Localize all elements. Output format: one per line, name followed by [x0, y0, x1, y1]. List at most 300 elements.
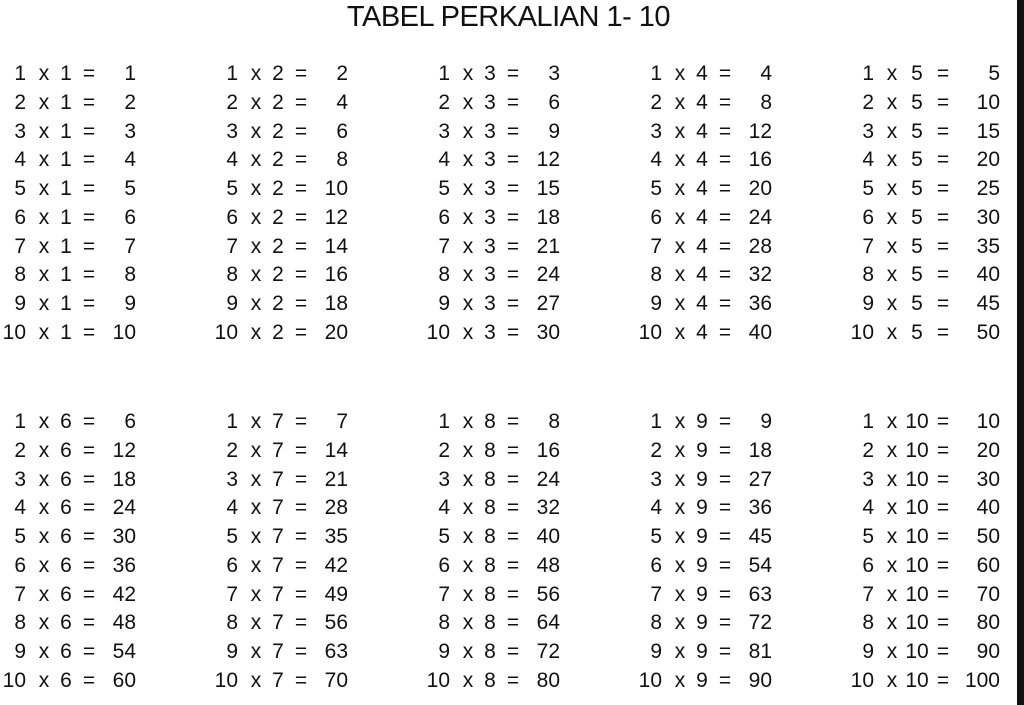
times-sign: x	[462, 553, 474, 577]
times-sign: x	[674, 320, 686, 344]
times-sign: x	[250, 410, 262, 433]
multiplicand: 4	[862, 148, 874, 172]
multiplier: 2	[272, 62, 284, 85]
multiplicand: 9	[862, 640, 874, 663]
multiplier: 5	[911, 292, 923, 315]
table-row	[848, 581, 1013, 610]
multiplier: 4	[696, 292, 708, 315]
multiplier: 8	[484, 467, 496, 491]
equals-sign: =	[82, 553, 96, 577]
multiplicand: 6	[14, 553, 26, 577]
multiplicand: 3	[226, 119, 238, 143]
times-sign: x	[462, 525, 474, 548]
multiplier: 10	[905, 668, 929, 692]
multiplier: 3	[484, 90, 496, 114]
multiplier: 1	[60, 292, 72, 315]
table-row	[0, 638, 200, 667]
product: 8	[548, 410, 560, 433]
table-column	[848, 60, 1013, 348]
multiplicand: 2	[438, 438, 450, 462]
multiplier: 9	[696, 467, 708, 491]
product: 5	[124, 177, 136, 200]
table-row	[0, 60, 200, 89]
times-sign: x	[250, 582, 262, 606]
equals-sign: =	[506, 90, 520, 114]
times-sign: x	[250, 320, 262, 344]
table-row	[636, 523, 836, 552]
multiplier: 7	[272, 438, 284, 462]
table-row	[0, 466, 200, 495]
product: 90	[976, 640, 1000, 663]
table-row	[424, 146, 624, 175]
multiplicand: 9	[226, 292, 238, 315]
multiplier: 6	[60, 553, 72, 577]
product: 80	[536, 668, 560, 692]
table-row	[0, 494, 200, 523]
multiplier: 8	[484, 496, 496, 520]
product: 63	[748, 582, 772, 606]
table-row	[212, 466, 412, 495]
equals-sign: =	[718, 467, 732, 491]
times-sign: x	[38, 263, 50, 287]
equals-sign: =	[506, 438, 520, 462]
table-row	[636, 290, 836, 319]
table-row	[848, 204, 1013, 233]
multiplier: 7	[272, 467, 284, 491]
table-row	[848, 89, 1013, 118]
product: 90	[748, 668, 772, 692]
product: 80	[976, 611, 1000, 635]
times-sign: x	[674, 525, 686, 548]
multiplicand: 1	[650, 410, 662, 433]
times-sign: x	[250, 640, 262, 663]
multiplier: 4	[696, 234, 708, 258]
table-row	[212, 552, 412, 581]
product: 72	[536, 640, 560, 663]
times-sign: x	[674, 668, 686, 692]
times-sign: x	[462, 611, 474, 635]
times-sign: x	[462, 263, 474, 287]
table-row	[212, 60, 412, 89]
multiplier: 9	[696, 582, 708, 606]
multiplicand: 8	[650, 263, 662, 287]
equals-sign: =	[936, 668, 950, 692]
times-sign: x	[462, 582, 474, 606]
multiplicand: 10	[426, 320, 450, 344]
table-row	[424, 667, 624, 696]
multiplicand: 6	[862, 553, 874, 577]
product: 30	[536, 320, 560, 344]
equals-sign: =	[936, 410, 950, 433]
product: 18	[536, 205, 560, 229]
table-row	[212, 146, 412, 175]
product: 18	[112, 467, 136, 491]
times-sign: x	[38, 234, 50, 258]
multiplier: 4	[696, 177, 708, 200]
product: 60	[112, 668, 136, 692]
table-row	[424, 437, 624, 466]
equals-sign: =	[718, 582, 732, 606]
equals-sign: =	[936, 438, 950, 462]
multiplicand: 4	[438, 496, 450, 520]
table-row	[212, 204, 412, 233]
times-sign: x	[462, 496, 474, 520]
table-row	[636, 466, 836, 495]
times-sign: x	[674, 148, 686, 172]
product: 20	[748, 177, 772, 200]
table-row	[212, 89, 412, 118]
multiplicand: 1	[14, 410, 26, 433]
product: 5	[988, 62, 1000, 85]
multiplier: 5	[911, 148, 923, 172]
multiplier: 1	[60, 90, 72, 114]
times-sign: x	[886, 525, 898, 548]
table-row	[848, 523, 1013, 552]
times-sign: x	[250, 525, 262, 548]
multiplier: 8	[484, 438, 496, 462]
times-sign: x	[38, 148, 50, 172]
multiplicand: 5	[438, 177, 450, 200]
multiplier: 2	[272, 234, 284, 258]
equals-sign: =	[718, 292, 732, 315]
multiplicand: 9	[650, 292, 662, 315]
table-row	[0, 233, 200, 262]
times-sign: x	[38, 496, 50, 520]
table-column	[424, 408, 624, 696]
multiplier: 6	[60, 525, 72, 548]
multiplier: 2	[272, 90, 284, 114]
multiplier: 4	[696, 320, 708, 344]
times-sign: x	[462, 410, 474, 433]
times-sign: x	[250, 668, 262, 692]
equals-sign: =	[936, 177, 950, 200]
equals-sign: =	[506, 292, 520, 315]
times-sign: x	[250, 292, 262, 315]
equals-sign: =	[506, 410, 520, 433]
equals-sign: =	[936, 90, 950, 114]
table-row	[848, 638, 1013, 667]
product: 54	[748, 553, 772, 577]
table-row	[848, 408, 1013, 437]
product: 18	[748, 438, 772, 462]
product: 35	[324, 525, 348, 548]
times-sign: x	[462, 205, 474, 229]
table-row	[0, 175, 200, 204]
table-row	[424, 319, 624, 348]
multiplier: 9	[696, 438, 708, 462]
multiplicand: 6	[226, 553, 238, 577]
product: 40	[976, 496, 1000, 520]
multiplicand: 4	[14, 148, 26, 172]
equals-sign: =	[294, 582, 308, 606]
equals-sign: =	[294, 148, 308, 172]
multiplicand: 10	[638, 668, 662, 692]
multiplier: 7	[272, 410, 284, 433]
product: 49	[324, 582, 348, 606]
product: 4	[336, 90, 348, 114]
product: 100	[964, 668, 1000, 692]
multiplicand: 2	[438, 90, 450, 114]
product: 4	[760, 62, 772, 85]
multiplicand: 9	[438, 292, 450, 315]
multiplier: 5	[911, 205, 923, 229]
product: 24	[112, 496, 136, 520]
table-row	[424, 466, 624, 495]
multiplicand: 2	[14, 438, 26, 462]
equals-sign: =	[294, 205, 308, 229]
multiplicand: 6	[226, 205, 238, 229]
multiplicand: 10	[2, 668, 26, 692]
product: 25	[976, 177, 1000, 200]
equals-sign: =	[82, 119, 96, 143]
multiplier: 9	[696, 525, 708, 548]
product: 10	[976, 410, 1000, 433]
times-sign: x	[886, 177, 898, 200]
product: 2	[124, 90, 136, 114]
equals-sign: =	[294, 292, 308, 315]
times-sign: x	[38, 611, 50, 635]
equals-sign: =	[294, 496, 308, 520]
product: 12	[112, 438, 136, 462]
equals-sign: =	[294, 263, 308, 287]
times-sign: x	[250, 438, 262, 462]
product: 20	[324, 320, 348, 344]
multiplicand: 4	[226, 148, 238, 172]
equals-sign: =	[294, 234, 308, 258]
times-sign: x	[38, 640, 50, 663]
multiplicand: 10	[850, 320, 874, 344]
equals-sign: =	[718, 611, 732, 635]
table-row	[848, 261, 1013, 290]
times-sign: x	[886, 234, 898, 258]
table-row	[636, 494, 836, 523]
product: 16	[536, 438, 560, 462]
multiplicand: 7	[862, 234, 874, 258]
multiplier: 10	[905, 496, 929, 520]
product: 70	[976, 582, 1000, 606]
product: 40	[748, 320, 772, 344]
multiplicand: 2	[650, 90, 662, 114]
multiplicand: 3	[438, 119, 450, 143]
times-sign: x	[38, 320, 50, 344]
times-sign: x	[462, 148, 474, 172]
table-row	[848, 667, 1013, 696]
times-sign: x	[250, 119, 262, 143]
table-row	[0, 89, 200, 118]
multiplier: 5	[911, 263, 923, 287]
product: 12	[324, 205, 348, 229]
table-row	[212, 261, 412, 290]
multiplicand: 9	[14, 292, 26, 315]
table-row	[212, 233, 412, 262]
equals-sign: =	[506, 611, 520, 635]
equals-sign: =	[936, 467, 950, 491]
product: 9	[760, 410, 772, 433]
equals-sign: =	[82, 611, 96, 635]
multiplier: 10	[905, 467, 929, 491]
multiplier: 1	[60, 62, 72, 85]
multiplier: 5	[911, 62, 923, 85]
equals-sign: =	[506, 582, 520, 606]
equals-sign: =	[294, 119, 308, 143]
equals-sign: =	[294, 90, 308, 114]
multiplicand: 1	[862, 410, 874, 433]
multiplier: 3	[484, 263, 496, 287]
equals-sign: =	[82, 582, 96, 606]
times-sign: x	[674, 438, 686, 462]
product: 21	[324, 467, 348, 491]
table-row	[212, 290, 412, 319]
times-sign: x	[462, 62, 474, 85]
table-row	[636, 408, 836, 437]
multiplier: 8	[484, 410, 496, 433]
multiplier: 10	[905, 640, 929, 663]
multiplier: 3	[484, 320, 496, 344]
times-sign: x	[886, 263, 898, 287]
product: 8	[336, 148, 348, 172]
times-sign: x	[38, 62, 50, 85]
multiplicand: 3	[226, 467, 238, 491]
table-row	[212, 638, 412, 667]
equals-sign: =	[82, 525, 96, 548]
equals-sign: =	[718, 90, 732, 114]
multiplicand: 6	[438, 553, 450, 577]
table-row	[636, 638, 836, 667]
product: 72	[748, 611, 772, 635]
multiplicand: 8	[14, 263, 26, 287]
product: 27	[748, 467, 772, 491]
multiplicand: 3	[438, 467, 450, 491]
product: 18	[324, 292, 348, 315]
equals-sign: =	[506, 205, 520, 229]
table-column	[636, 408, 836, 696]
multiplicand: 10	[638, 320, 662, 344]
multiplicand: 7	[14, 234, 26, 258]
times-sign: x	[886, 467, 898, 491]
product: 56	[324, 611, 348, 635]
product: 28	[324, 496, 348, 520]
table-row	[424, 494, 624, 523]
multiplicand: 6	[14, 205, 26, 229]
multiplicand: 4	[438, 148, 450, 172]
multiplicand: 2	[226, 438, 238, 462]
product: 6	[548, 90, 560, 114]
multiplier: 8	[484, 525, 496, 548]
product: 24	[536, 467, 560, 491]
multiplier: 5	[911, 320, 923, 344]
multiplier: 2	[272, 292, 284, 315]
multiplier: 3	[484, 292, 496, 315]
table-row	[424, 204, 624, 233]
table-row	[848, 437, 1013, 466]
equals-sign: =	[936, 525, 950, 548]
equals-sign: =	[936, 148, 950, 172]
multiplicand: 5	[438, 525, 450, 548]
times-sign: x	[462, 668, 474, 692]
table-row	[636, 60, 836, 89]
table-row	[848, 146, 1013, 175]
multiplier: 9	[696, 611, 708, 635]
equals-sign: =	[294, 62, 308, 85]
multiplicand: 3	[650, 467, 662, 491]
multiplier: 10	[905, 525, 929, 548]
multiplicand: 8	[14, 611, 26, 635]
equals-sign: =	[718, 496, 732, 520]
multiplicand: 1	[862, 62, 874, 85]
table-row	[212, 609, 412, 638]
table-row	[0, 118, 200, 147]
multiplier: 9	[696, 553, 708, 577]
multiplier: 6	[60, 496, 72, 520]
product: 10	[324, 177, 348, 200]
equals-sign: =	[718, 438, 732, 462]
equals-sign: =	[506, 525, 520, 548]
multiplicand: 5	[226, 177, 238, 200]
multiplicand: 5	[862, 525, 874, 548]
product: 48	[536, 553, 560, 577]
multiplier: 10	[905, 410, 929, 433]
times-sign: x	[38, 582, 50, 606]
times-sign: x	[250, 234, 262, 258]
product: 20	[976, 438, 1000, 462]
equals-sign: =	[294, 525, 308, 548]
times-sign: x	[674, 582, 686, 606]
multiplicand: 9	[438, 640, 450, 663]
multiplier: 1	[60, 234, 72, 258]
equals-sign: =	[936, 640, 950, 663]
multiplicand: 8	[438, 263, 450, 287]
product: 30	[976, 467, 1000, 491]
table-row	[424, 118, 624, 147]
equals-sign: =	[506, 668, 520, 692]
product: 10	[976, 90, 1000, 114]
multiplier: 6	[60, 582, 72, 606]
table-column	[212, 408, 412, 696]
times-sign: x	[250, 205, 262, 229]
product: 9	[548, 119, 560, 143]
multiplier: 8	[484, 553, 496, 577]
table-row	[848, 290, 1013, 319]
table-row	[424, 261, 624, 290]
times-sign: x	[886, 496, 898, 520]
product: 6	[124, 205, 136, 229]
table-row	[0, 552, 200, 581]
multiplier: 4	[696, 205, 708, 229]
equals-sign: =	[294, 467, 308, 491]
multiplier: 5	[911, 90, 923, 114]
product: 9	[124, 292, 136, 315]
multiplier: 2	[272, 148, 284, 172]
multiplier: 2	[272, 263, 284, 287]
times-sign: x	[462, 467, 474, 491]
times-sign: x	[886, 553, 898, 577]
table-row	[212, 581, 412, 610]
multiplicand: 10	[2, 320, 26, 344]
times-sign: x	[886, 611, 898, 635]
times-sign: x	[250, 90, 262, 114]
equals-sign: =	[82, 410, 96, 433]
table-row	[636, 118, 836, 147]
multiplicand: 8	[650, 611, 662, 635]
product: 14	[324, 438, 348, 462]
product: 32	[748, 263, 772, 287]
multiplier: 9	[696, 496, 708, 520]
times-sign: x	[462, 234, 474, 258]
product: 81	[748, 640, 772, 663]
equals-sign: =	[506, 177, 520, 200]
times-sign: x	[674, 496, 686, 520]
table-row	[636, 204, 836, 233]
